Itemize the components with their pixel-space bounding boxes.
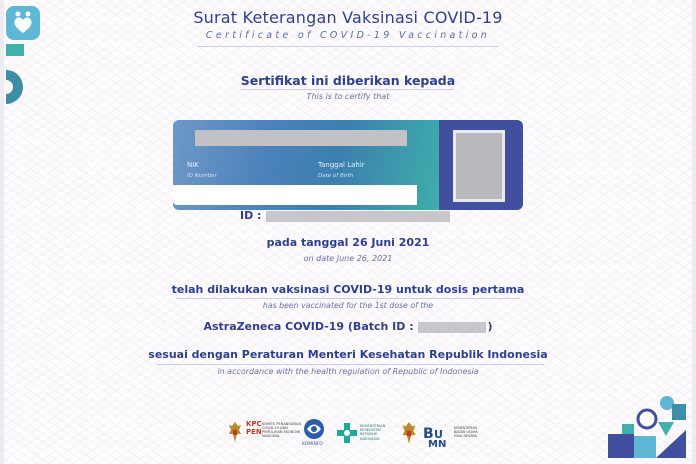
- kominfo-caption: KOMINFO: [302, 442, 323, 447]
- svg-text:U: U: [434, 428, 443, 441]
- certificate-subtitle: Certificate of COVID-19 Vaccination: [205, 30, 491, 41]
- redacted-batch-id: [418, 322, 486, 333]
- recipient-intro: Sertifikat ini diberikan kepada: [240, 73, 456, 88]
- photo-placeholder: [453, 130, 505, 202]
- vaccination-date-en: on date June 26, 2021: [303, 254, 393, 263]
- divider: [176, 298, 520, 299]
- divider: [156, 364, 544, 365]
- redacted-name: [195, 130, 407, 146]
- svg-text:B: B: [423, 426, 434, 442]
- right-border: [692, 0, 696, 464]
- id-label: ID :: [240, 209, 262, 222]
- bumn-caption: KEMENTERIAN BADAN USAHA MILIK NEGARA: [454, 426, 478, 438]
- vaccination-statement: telah dilakukan vaksinasi COVID-19 untuk dosis pertama: [171, 283, 525, 296]
- certificate-title: Surat Keterangan Vaksinasi COVID-19: [193, 8, 503, 27]
- kominfo-logo-icon: [302, 418, 326, 440]
- identity-card: [173, 120, 523, 210]
- garuda-emblem-icon: [228, 420, 242, 444]
- kpcpen-word2: PEN: [246, 428, 262, 436]
- recipient-intro-en: This is to certify that: [306, 92, 390, 101]
- footer-logos: [0, 416, 696, 456]
- garuda-emblem-icon: [400, 420, 418, 446]
- vaccine-prefix: AstraZeneca COVID-19 (Batch ID :: [203, 320, 414, 333]
- kpcpen-caption: KOMITE PENANGANAN COVID-19 DAN PEMULIHAN EKONOMI NASIONAL: [262, 422, 302, 438]
- vaccination-statement-en: has been vaccinated for the 1st dose of the: [262, 301, 434, 310]
- kpcpen-word1: KPC: [246, 420, 262, 428]
- card-white-strip: [173, 185, 417, 205]
- divider: [240, 89, 454, 90]
- svg-text:MN: MN: [428, 439, 447, 448]
- redacted-id: [266, 211, 450, 222]
- regulation-statement: sesuai dengan Peraturan Menteri Kesehatan Republik Indonesia: [148, 348, 548, 361]
- divider: [198, 46, 498, 47]
- bumn-logo-icon: [422, 420, 452, 448]
- kemenkes-caption: KEMENTERIAN KESEHATAN REPUBLIK INDONESIA: [360, 424, 386, 441]
- regulation-statement-en: in accordance with the health regulation of Republic of Indonesia: [217, 367, 479, 376]
- nik-label: NIK: [187, 161, 199, 169]
- vaccine-suffix: ): [487, 320, 493, 333]
- vaccination-date: pada tanggal 26 Juni 2021: [266, 236, 430, 249]
- left-border: [0, 0, 4, 464]
- vaccine-name: [0, 320, 696, 333]
- dob-label-en: Date of Birth: [318, 173, 354, 179]
- nik-label-en: ID Number: [187, 173, 217, 179]
- kemenkes-logo-icon: [336, 422, 358, 444]
- dob-label: Tanggal Lahir: [318, 161, 365, 169]
- decor-pattern-icon: [608, 396, 686, 458]
